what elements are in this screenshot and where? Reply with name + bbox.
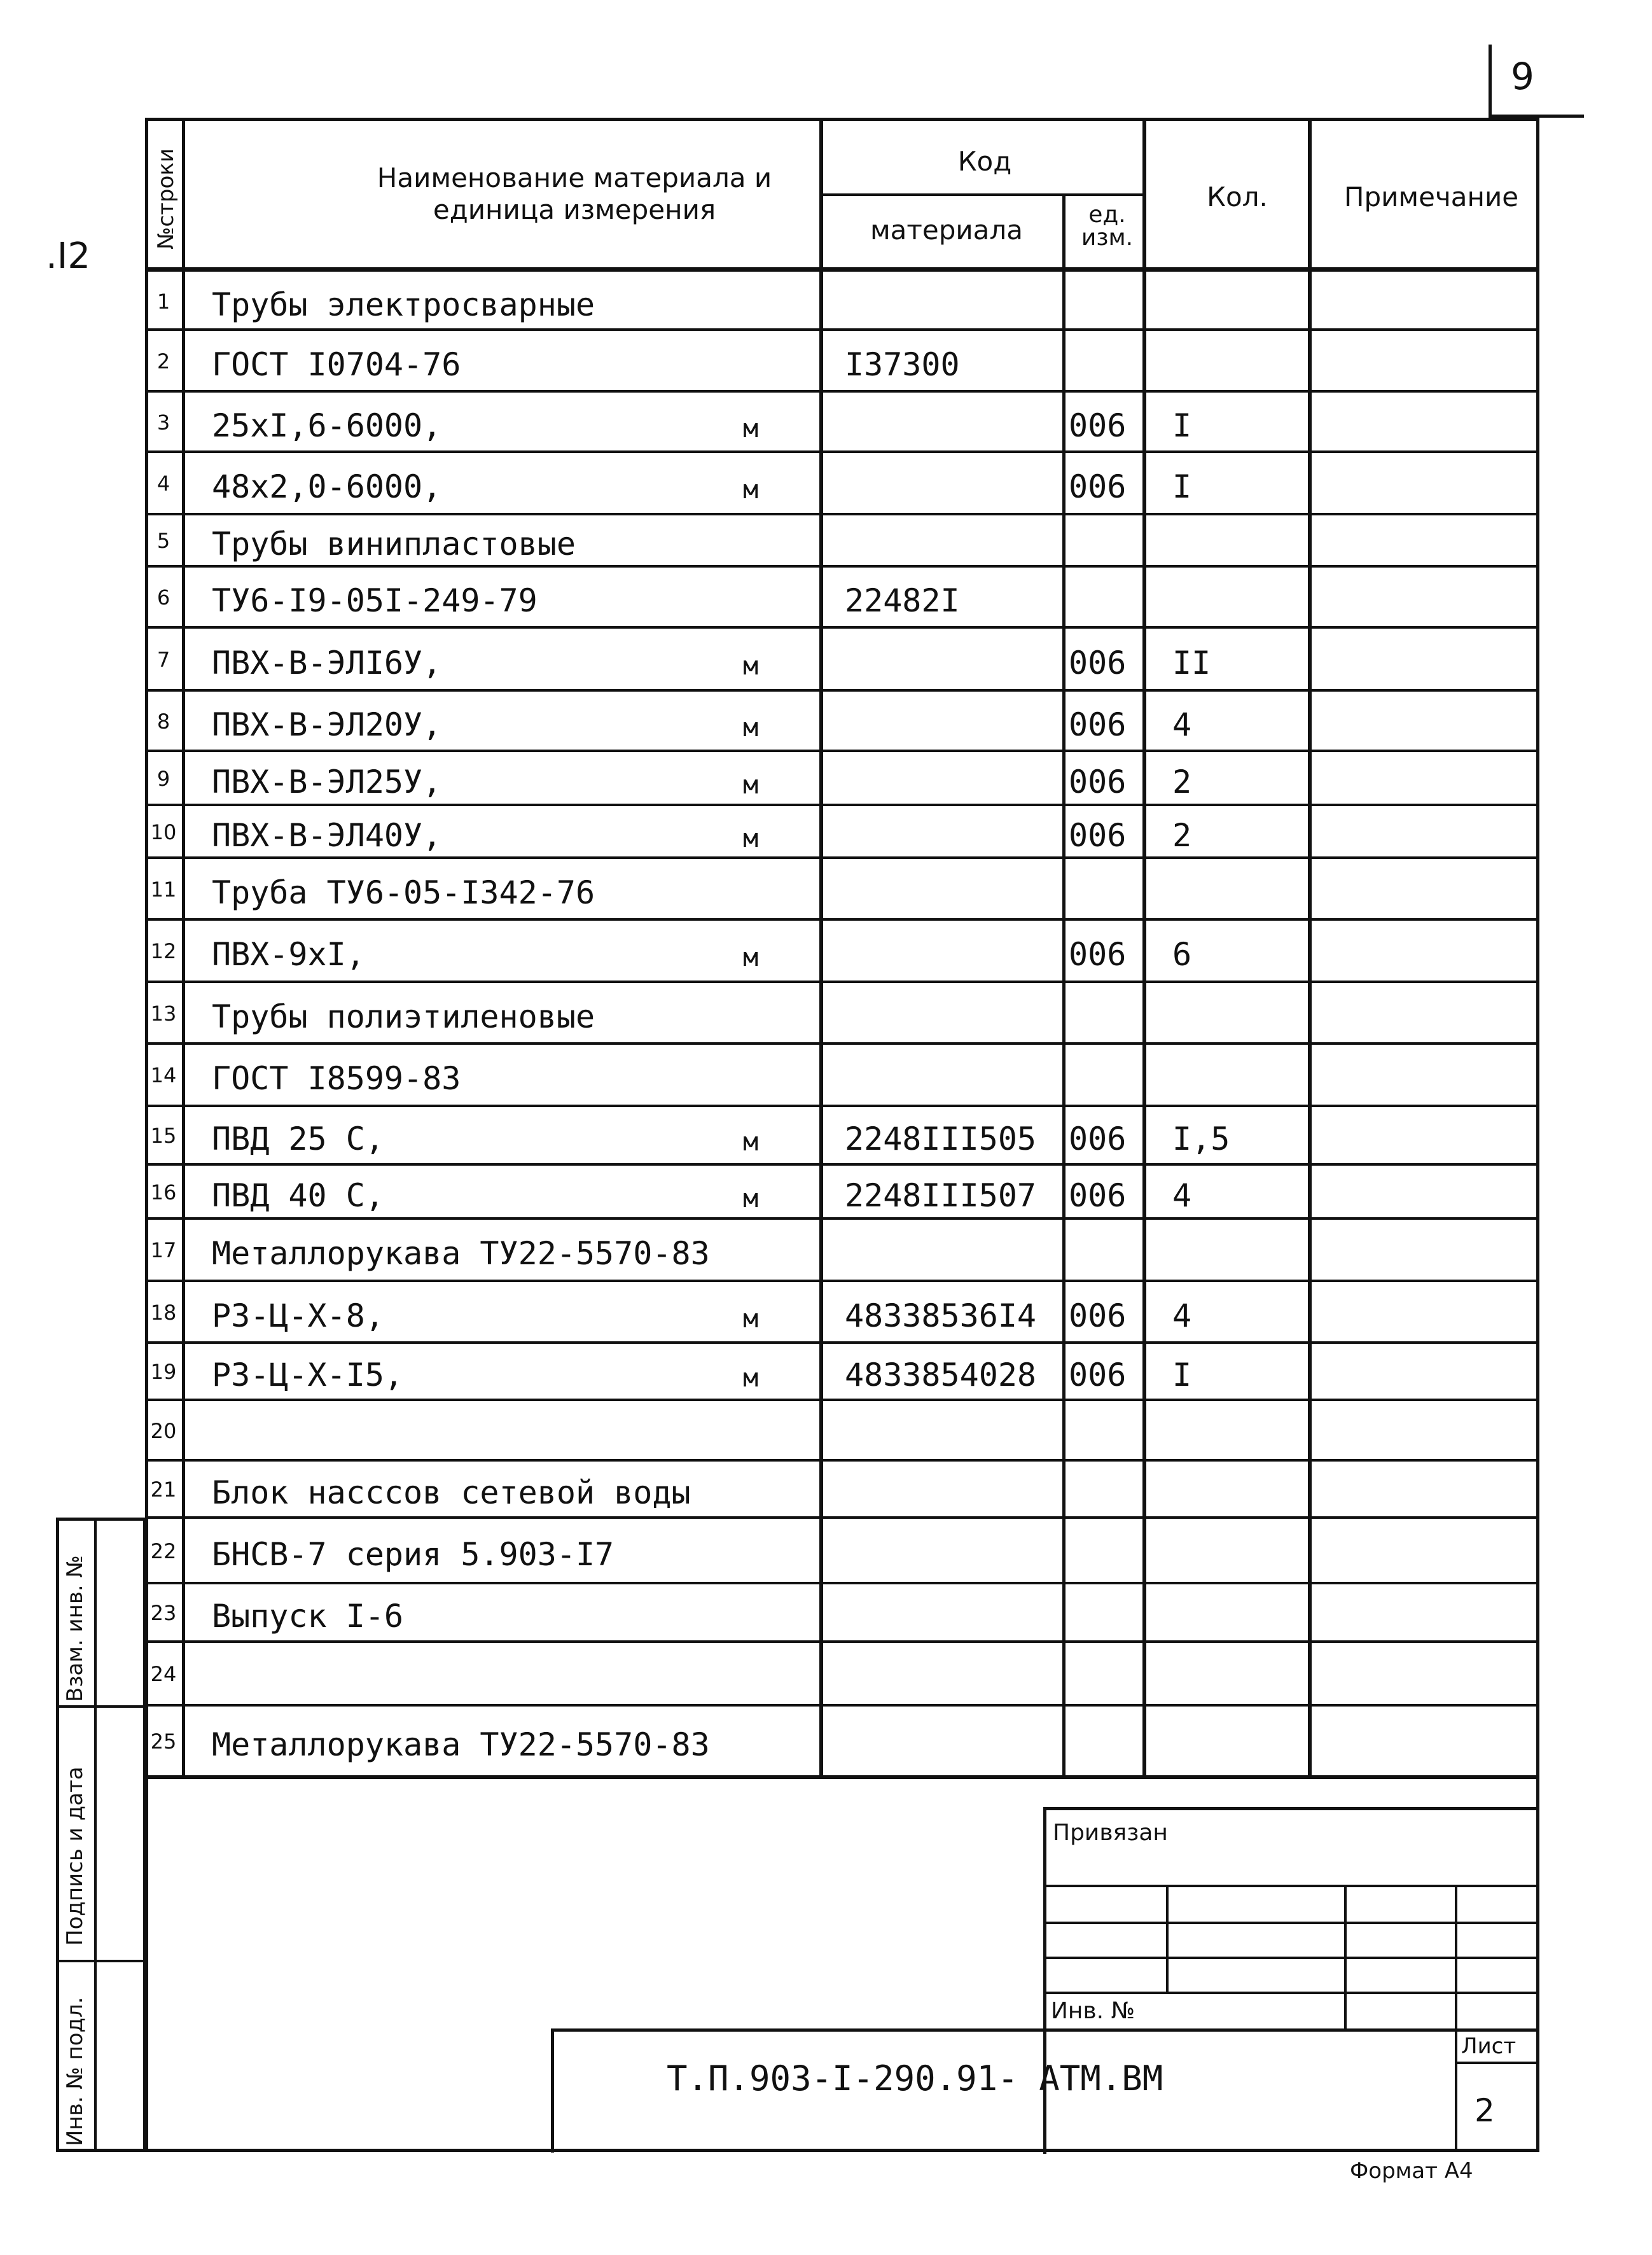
row-unit-letter: м [743,713,759,743]
row-name: РЗ-Ц-Х-8, [212,1297,384,1334]
table-row [145,514,1539,566]
row-qty: I [1172,407,1192,444]
row-unit-code: 006 [1069,1176,1127,1214]
row-code: 2248III507 [845,1176,1037,1214]
row-name: Металлорукава ТУ22-5570-83 [212,1235,710,1272]
doc-code: Т.П.903-I-290.91- АТМ.ВМ [667,2058,1163,2098]
row-number: 25 [150,1729,177,1754]
row-name: Трубы полиэтиленовые [212,998,595,1035]
row-number: 19 [150,1360,177,1384]
row-unit-letter: м [743,1304,759,1334]
row-qty: I [1172,468,1192,505]
row-name: ГОСТ I8599-83 [212,1060,461,1097]
row-name: РЗ-Ц-Х-I5, [212,1357,404,1393]
stamp-inv-no: Инв. № [1051,1998,1135,2024]
table-row [145,982,1539,1044]
stamp-row3 [1043,1957,1539,1959]
side-strip-sep2 [56,1960,146,1962]
row-unit-code: 006 [1069,407,1127,444]
row-name: ПВХ-В-ЭЛI6У, [212,644,442,681]
row-number: 22 [150,1539,177,1563]
table-row [145,1400,1539,1460]
row-name: Выпуск I-6 [212,1598,404,1635]
row-qty: 4 [1172,1297,1192,1334]
row-qty: 2 [1172,816,1192,854]
row-number: 11 [150,877,177,902]
row-name: ТУ6-I9-05I-249-79 [212,582,538,619]
row-name: БНСВ-7 серия 5.903-I7 [212,1535,614,1573]
row-code: 2248III505 [845,1121,1037,1157]
format-label: Формат А4 [1350,2158,1473,2184]
row-number: 8 [156,709,170,734]
side-label-podpis: Подпись и дата [62,1766,88,1946]
row-number: 9 [156,766,170,791]
row-number: 6 [156,585,170,610]
row-name: Металлорукава ТУ22-5570-83 [212,1726,710,1763]
row-number: 21 [150,1477,177,1502]
row-name: ПВХ-В-ЭЛ40У, [212,816,442,854]
row-name: ПВХ-В-ЭЛ25У, [212,763,442,800]
header-name-line1: Наименование материала и [377,162,772,193]
row-name: Трубы электросварные [212,286,595,323]
stamp-col3 [1455,1885,1457,2152]
header-code: Код [957,146,1012,177]
row-number: 13 [150,1001,177,1026]
row-name: ПВД 40 С, [212,1176,384,1214]
row-qty: 4 [1172,1176,1192,1214]
title-left-rule [551,2028,554,2153]
row-number: 23 [150,1601,177,1625]
table-row [145,330,1539,391]
header-note: Примечание [1343,181,1519,213]
table-row [145,627,1539,690]
table-row [145,1705,1539,1777]
table-bottom-rule [145,1775,1539,1779]
row-unit-letter: м [743,943,759,972]
row-name: Трубы винипластовые [212,526,576,562]
row-name: Труба ТУ6-05-I342-76 [212,874,595,911]
header-bottom-rule [145,267,1539,272]
table-row [145,1164,1539,1218]
row-number: 15 [150,1124,177,1148]
row-unit-letter: м [743,475,759,505]
row-number: 7 [156,647,170,672]
side-label-inv-podl: Инв. № подл. [62,1997,88,2146]
row-qty: I [1172,1357,1192,1393]
row-unit-code: 006 [1069,644,1127,681]
page-number-divider [1489,45,1492,118]
table-row [145,566,1539,627]
table-row [145,1281,1539,1343]
sheet-number: 2 [1475,2092,1495,2129]
side-label-vzam: Взам. инв. № [62,1555,88,1702]
row-unit-letter: м [743,823,759,853]
side-strip-sep1 [56,1705,146,1708]
row-unit-code: 006 [1069,468,1127,505]
table-row [145,690,1539,751]
stamp-row2 [1043,1922,1539,1924]
stamp-privyazan: Привязан [1053,1820,1168,1846]
row-code: 22482I [845,582,960,619]
header-unit-line2: изм. [1081,225,1134,251]
table-row [145,1044,1539,1106]
row-number: 24 [150,1662,177,1686]
stamp-row1 [1043,1885,1539,1887]
row-unit-code: 006 [1069,763,1127,800]
row-number: 16 [150,1180,177,1204]
row-unit-letter: м [743,1183,759,1213]
row-name: Блок насссов сетевой воды [212,1474,691,1511]
table-row [145,1106,1539,1164]
row-qty: II [1172,644,1211,681]
row-unit-code: 006 [1069,1297,1127,1334]
header-unit-line1: ед. [1088,202,1126,228]
row-number: 17 [150,1238,177,1262]
header-code-split [821,193,1144,196]
table-row [145,751,1539,805]
row-number: 14 [150,1063,177,1087]
header-qty: Кол. [1207,181,1268,213]
sheet-split [1455,2062,1539,2064]
side-strip-divider [94,1518,97,2152]
row-number: 20 [150,1418,177,1443]
sheet-label: Лист [1461,2034,1517,2059]
table-row [145,452,1539,514]
stamp-row4 [1043,1992,1539,1994]
row-qty: I,5 [1172,1121,1230,1157]
stamp-col1 [1166,1885,1169,1992]
row-number: 4 [156,471,170,496]
table-row [145,1218,1539,1281]
row-name: 25хI,6-6000, [212,407,442,444]
row-unit-letter: м [743,414,759,443]
row-unit-letter: м [743,770,759,800]
table-row [145,1460,1539,1518]
table-row [145,1642,1539,1705]
row-code: I37300 [845,346,960,383]
table-row [145,272,1539,330]
row-unit-letter: м [743,1364,759,1393]
header-row-number: №строки [153,148,179,249]
header-name-line2: единица измерения [433,194,716,226]
row-name: ПВХ-В-ЭЛ20У, [212,706,442,743]
stamp-col2 [1344,1885,1347,2031]
title-top-rule [551,2028,1539,2032]
row-unit-code: 006 [1069,1121,1127,1157]
table-row [145,1583,1539,1642]
table-row [145,919,1539,982]
table-row [145,805,1539,858]
row-qty: 4 [1172,706,1192,743]
stamp-left-rule [1043,1807,1046,2154]
row-code: 4833854028 [845,1357,1037,1393]
row-number: 2 [156,349,170,374]
row-number: 18 [150,1300,177,1325]
row-code: 48338536I4 [845,1297,1037,1334]
row-unit-code: 006 [1069,816,1127,854]
row-name: ГОСТ I0704-76 [212,346,461,383]
header-unit [1071,204,1144,249]
row-number: 1 [156,289,170,314]
header-code-material: материала [870,214,1023,246]
row-qty: 6 [1172,936,1192,973]
row-unit-code: 006 [1069,1357,1127,1393]
row-unit-letter: м [743,1128,759,1157]
row-name: ПВД 25 С, [212,1121,384,1157]
row-unit-letter: м [743,651,759,681]
row-qty: 2 [1172,763,1192,800]
row-number: 5 [156,529,170,553]
page-number: 9 [1511,55,1534,98]
table-row [145,1518,1539,1583]
row-name: ПВХ-9хI, [212,936,365,973]
table-row [145,391,1539,452]
row-number: 12 [150,939,177,963]
row-unit-code: 006 [1069,936,1127,973]
row-number: 10 [150,820,177,844]
table-row [145,1343,1539,1400]
row-unit-code: 006 [1069,706,1127,743]
row-name: 48х2,0-6000, [212,468,442,505]
table-row [145,858,1539,919]
stamp-top-rule [1043,1807,1539,1810]
row-number: 3 [156,410,170,435]
margin-mark: .I2 [46,235,90,277]
